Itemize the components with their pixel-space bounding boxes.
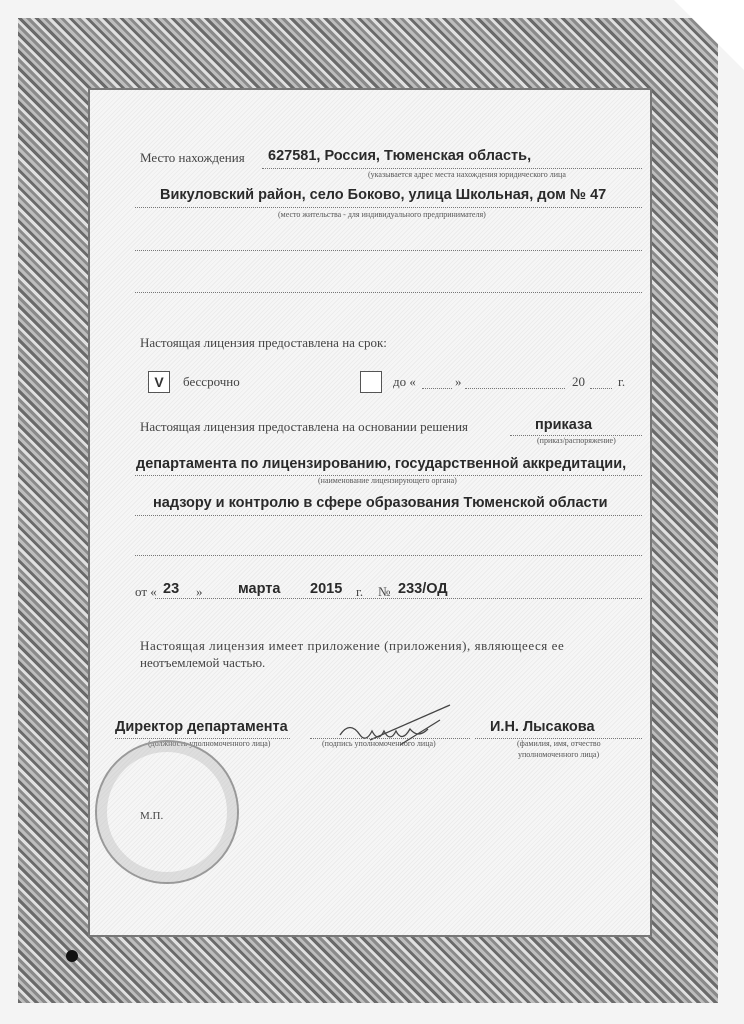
address-caption2: (место жительства - для индивидуального предпринимателя) [278,210,486,219]
signer-position: Директор департамента [115,719,288,735]
basis-type: приказа [535,417,593,433]
basis-type-caption: (приказ/распоряжение) [537,436,616,445]
date-month: марта [238,581,281,597]
until-checkbox[interactable] [360,371,382,393]
date-year: 2015 [310,581,343,597]
basis-org-line1: департамента по лицензированию, государственной аккредитации, [136,456,627,472]
date-prefix: от « [135,584,157,599]
until-suffix: г. [618,374,626,389]
name-caption-2: уполномоченного лица) [518,750,600,759]
until-mid: » [455,374,462,389]
seal-label: М.П. [140,810,164,822]
basis-label: Настоящая лицензия предоставлена на основании решения [140,419,469,434]
date-day: 23 [163,581,180,597]
number-label: № [378,584,391,599]
handwritten-signature [330,700,470,760]
punch-hole [66,950,78,962]
indefinite-label: бессрочно [183,374,240,389]
basis-org-line2: надзору и контролю в сфере образования Тюменской области [153,495,608,511]
official-seal [95,740,239,884]
annex-text-1: Настоящая лицензия имеет приложение (приложения), являющееся ее [140,638,565,653]
until-prefix: до « [393,374,416,389]
until-year: 20 [572,374,585,389]
address-caption1: (указывается адрес места нахождения юридического лица [368,170,566,179]
name-caption-1: (фамилия, имя, отчество [517,739,601,748]
signer-position-caption: (должность уполномоченного лица) [148,739,271,748]
date-year-suffix: г. [356,584,364,599]
address-line2: Викуловский район, село Боково, улица Школьная, дом № 47 [160,187,607,203]
term-label: Настоящая лицензия предоставлена на срок: [140,335,387,350]
basis-org-caption: (наименование лицензирующего органа) [318,476,457,485]
address-line1: 627581, Россия, Тюменская область, [268,148,532,164]
indefinite-checkbox[interactable]: V [148,371,170,393]
address-label: Место нахождения [140,150,245,165]
folded-corner [674,0,744,70]
annex-text-2: неотъемлемой частью. [140,655,266,670]
order-number: 233/ОД [398,581,448,597]
date-mid: » [196,584,203,599]
sign-caption: (подпись уполномоченного лица) [322,739,436,748]
signer-name: И.Н. Лысакова [490,719,595,735]
